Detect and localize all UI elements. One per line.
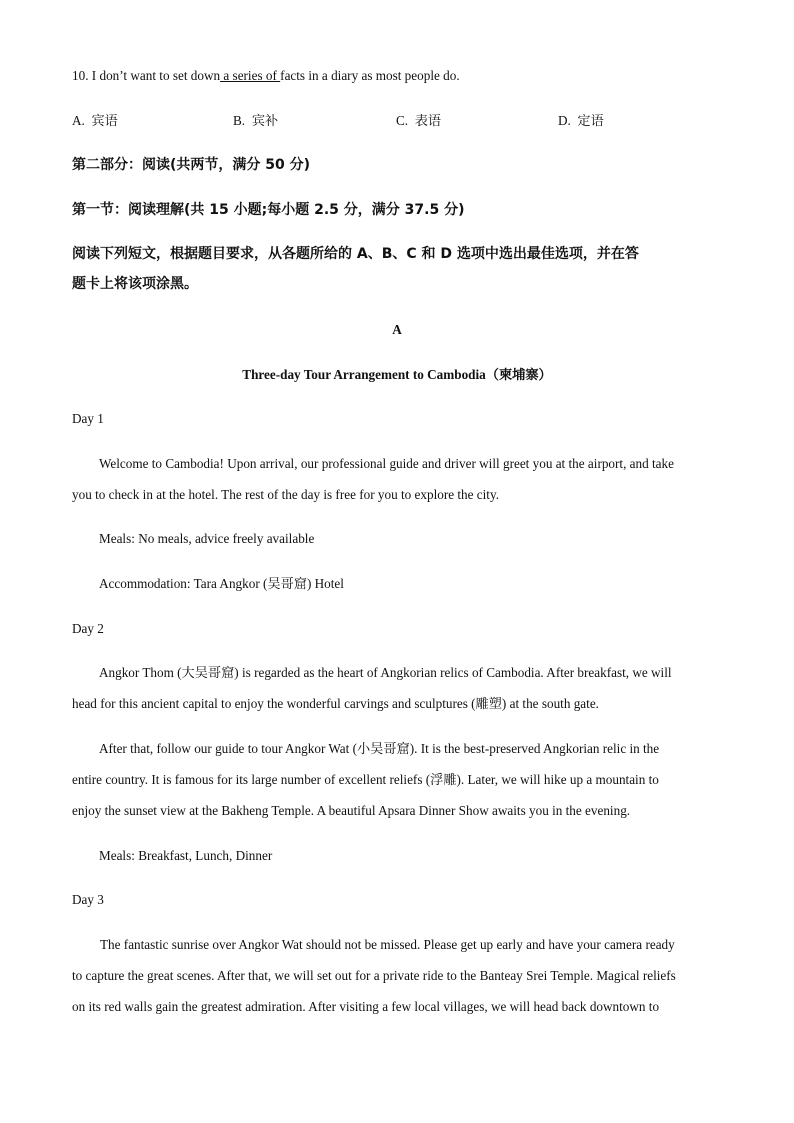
day2-p1-line-2: head for this ancient capital to enjoy the wonderful carvings and sculptures (雕塑) at the south gate. bbox=[72, 696, 599, 711]
question-text-after: facts in a diary as most people do. bbox=[280, 68, 460, 83]
option-d-label: D. bbox=[558, 113, 571, 128]
instructions-line-2: 题卡上将该项涂黑。 bbox=[72, 276, 198, 292]
day2-p2-line-3: enjoy the sunset view at the Bakheng Temple. A beautiful Apsara Dinner Show awaits you in the evening. bbox=[72, 803, 631, 818]
day1-accommodation: Accommodation: Tara Angkor (吴哥窟) Hotel bbox=[99, 576, 344, 591]
day2-p2-line-2: entire country. It is famous for its large number of excellent reliefs (浮雕). Later, we will hike up a mountain to bbox=[72, 772, 659, 787]
day3-label: Day 3 bbox=[72, 892, 104, 907]
day3-p1-line-1: The fantastic sunrise over Angkor Wat should not be missed. Please get up early and have your camera ready bbox=[100, 937, 675, 952]
option-c-label: C. bbox=[396, 113, 409, 128]
day1-p1-line-1: Welcome to Cambodia! Upon arrival, our professional guide and driver will greet you at the airport, and take bbox=[99, 456, 674, 471]
option-d-text: 定语 bbox=[577, 113, 604, 128]
day1-p1-line-2: you to check in at the hotel. The rest of the day is free for you to explore the city. bbox=[72, 487, 499, 502]
day2-p2-line-1: After that, follow our guide to tour Angkor Wat (小吴哥窟). It is the best-preserved Angkorian relic in the bbox=[99, 741, 660, 756]
option-a-label: A. bbox=[72, 113, 85, 128]
day1-meals: Meals: No meals, advice freely available bbox=[99, 531, 315, 546]
day2-label: Day 2 bbox=[72, 621, 104, 636]
day3-p1-line-3: on its red walls gain the greatest admiration. After visiting a few local villages, we will head back downtown to bbox=[72, 999, 660, 1014]
option-c bbox=[396, 113, 441, 129]
option-c-text: 表语 bbox=[414, 113, 442, 128]
question-underlined-phrase: a series of bbox=[220, 68, 281, 83]
option-a-text: 宾语 bbox=[91, 113, 118, 128]
question-text-before: I don’t want to set down bbox=[88, 68, 221, 83]
option-a bbox=[72, 113, 118, 129]
passage-letter: A bbox=[392, 322, 402, 337]
day1-label: Day 1 bbox=[72, 411, 104, 426]
question-number: 10. bbox=[72, 68, 89, 83]
instructions-line-1: 阅读下列短文，根据题目要求，从各题所给的 A、B、C 和 D 选项中选出最佳选项，并在答 bbox=[72, 246, 639, 262]
day2-meals: Meals: Breakfast, Lunch, Dinner bbox=[99, 848, 273, 863]
option-b bbox=[233, 113, 278, 129]
day2-p1-line-1: Angkor Thom (大吴哥窟) is regarded as the heart of Angkorian relics of Cambodia. After breakfast, we will bbox=[99, 665, 672, 680]
day3-p1-line-2: to capture the great scenes. After that, we will set out for a private ride to the Banteay Srei Temple. Magical reliefs bbox=[72, 968, 676, 983]
option-b-label: B. bbox=[233, 113, 246, 128]
question-10 bbox=[72, 68, 460, 84]
section1-heading: 第一节：阅读理解(共 15 小题;每小题 2.5 分，满分 37.5 分) bbox=[72, 202, 465, 218]
option-b-text: 宾补 bbox=[251, 113, 279, 128]
option-d bbox=[558, 113, 604, 129]
passage-title: Three-day Tour Arrangement to Cambodia（柬埔寨） bbox=[242, 367, 552, 382]
part2-heading: 第二部分：阅读(共两节，满分 50 分) bbox=[72, 157, 311, 173]
